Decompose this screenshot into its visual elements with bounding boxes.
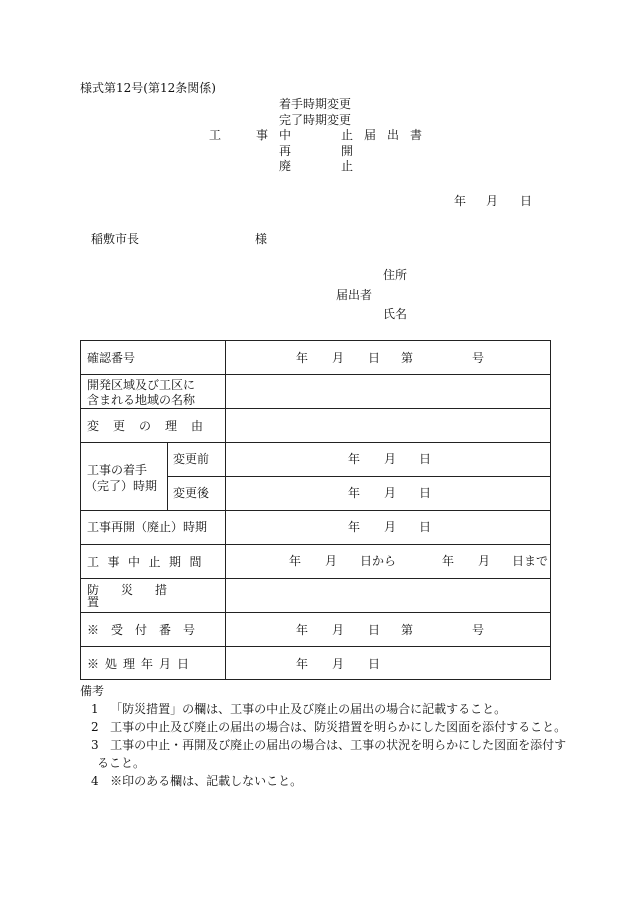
note-num: 2 [91,720,99,734]
reason-label: 変更の理由 [87,418,218,433]
label-area-name-1: 開発区域及び工区に [87,378,196,392]
applicant-address-label: 住所 [383,268,408,282]
note-item [91,703,506,715]
confirm-year: 年 [296,351,309,365]
suspend-year: 年 [289,554,302,568]
confirm-number-field[interactable] [226,342,549,373]
form-number: 様式第12号(第12条関係) [80,81,216,95]
receipt-label: ※受付番号 [87,622,208,637]
confirm-number-label: 確認番号 [87,350,136,365]
title-suffix-3: 書 [410,128,423,142]
note-item [91,739,566,751]
label-period-1: 工事の着手 [87,463,148,477]
confirm-dai: 第 [401,351,414,365]
label-confirm-number [87,341,218,374]
title-suffix-1: 届 [364,128,377,142]
confirm-month: 月 [332,351,345,365]
before-month: 月 [384,452,397,466]
suspend-label: 工事中止期間 [87,554,211,569]
disaster-label: 防災措置 [87,582,190,609]
title-char-ji: 事 [256,128,269,142]
label-period-2: （完了）時期 [85,479,158,493]
label-resume: 工事再開（廃止）時期 [87,520,208,534]
disaster-field[interactable] [226,579,549,611]
confirm-day: 日 [368,351,381,365]
title-abolish-2: 止 [341,159,354,173]
label-receipt [87,613,218,646]
process-year: 年 [296,657,309,671]
note-text: 工事の中止及び廃止の届出の場合は、防災措置を明らかにした図面を添付すること。 [110,720,567,734]
suspend-field[interactable] [226,545,549,577]
period-before-field[interactable] [226,443,549,475]
resume-day: 日 [419,520,432,534]
notes-heading: 備考 [80,684,105,698]
receipt-day: 日 [368,623,381,637]
label-suspend [87,545,218,578]
after-day: 日 [419,486,432,500]
label-before: 変更前 [173,452,210,466]
note-item [91,775,302,787]
process-month: 月 [332,657,345,671]
addressee-name: 稲敷市長 [91,232,140,246]
date-day: 日 [520,194,533,208]
suspend-month2: 月 [478,554,491,568]
title-abolish-1: 廃 [279,159,292,173]
receipt-year: 年 [296,623,309,637]
confirm-gou: 号 [472,351,485,365]
note-num: 3 [91,738,99,752]
title-suffix-2: 出 [387,128,400,142]
label-area-name-2: 含まれる地域の名称 [87,393,196,407]
form-table [80,340,551,680]
note-num: 1 [91,702,99,716]
resume-field[interactable] [226,511,549,543]
before-year: 年 [348,452,361,466]
note-num: 4 [91,774,99,788]
suspend-day-to: 日まで [512,554,549,568]
before-day: 日 [419,452,432,466]
title-suspend-1: 中 [279,128,292,142]
title-option-completion-change: 完了時期変更 [279,113,352,127]
process-label: ※処理年月日 [87,656,196,671]
applicant-name-label: 氏名 [383,307,408,321]
label-after: 変更後 [173,486,210,500]
suspend-day-from: 日から [360,554,397,568]
label-reason [87,409,218,442]
title-resume-2: 開 [341,144,354,158]
date-month: 月 [486,194,499,208]
title-char-kou: 工 [209,128,222,142]
addressee-honorific: 様 [255,232,268,246]
note-text-continued: ること。 [97,756,146,770]
note-text: 「防災措置」の欄は、工事の中止及び廃止の届出の場合に記載すること。 [110,702,507,716]
suspend-month: 月 [325,554,338,568]
title-option-start-change: 着手時期変更 [279,97,352,111]
applicant-role-label: 届出者 [336,288,373,302]
suspend-year2: 年 [442,554,455,568]
process-day: 日 [368,657,381,671]
after-month: 月 [384,486,397,500]
note-item [91,721,566,733]
label-process [87,647,218,680]
title-suspend-2: 止 [341,128,354,142]
receipt-month: 月 [332,623,345,637]
reason-field[interactable] [226,410,549,441]
area-name-field[interactable] [226,376,549,407]
receipt-gou: 号 [472,623,485,637]
period-after-field[interactable] [226,477,549,509]
label-disaster [87,579,218,612]
resume-year: 年 [348,520,361,534]
after-year: 年 [348,486,361,500]
resume-month: 月 [384,520,397,534]
note-text: 工事の中止・再開及び廃止の届出の場合は、工事の状況を明らかにした図面を添付す [110,738,567,752]
date-year: 年 [454,194,467,208]
note-text: ※印のある欄は、記載しないこと。 [110,774,303,788]
title-resume-1: 再 [279,144,292,158]
receipt-dai: 第 [401,623,414,637]
